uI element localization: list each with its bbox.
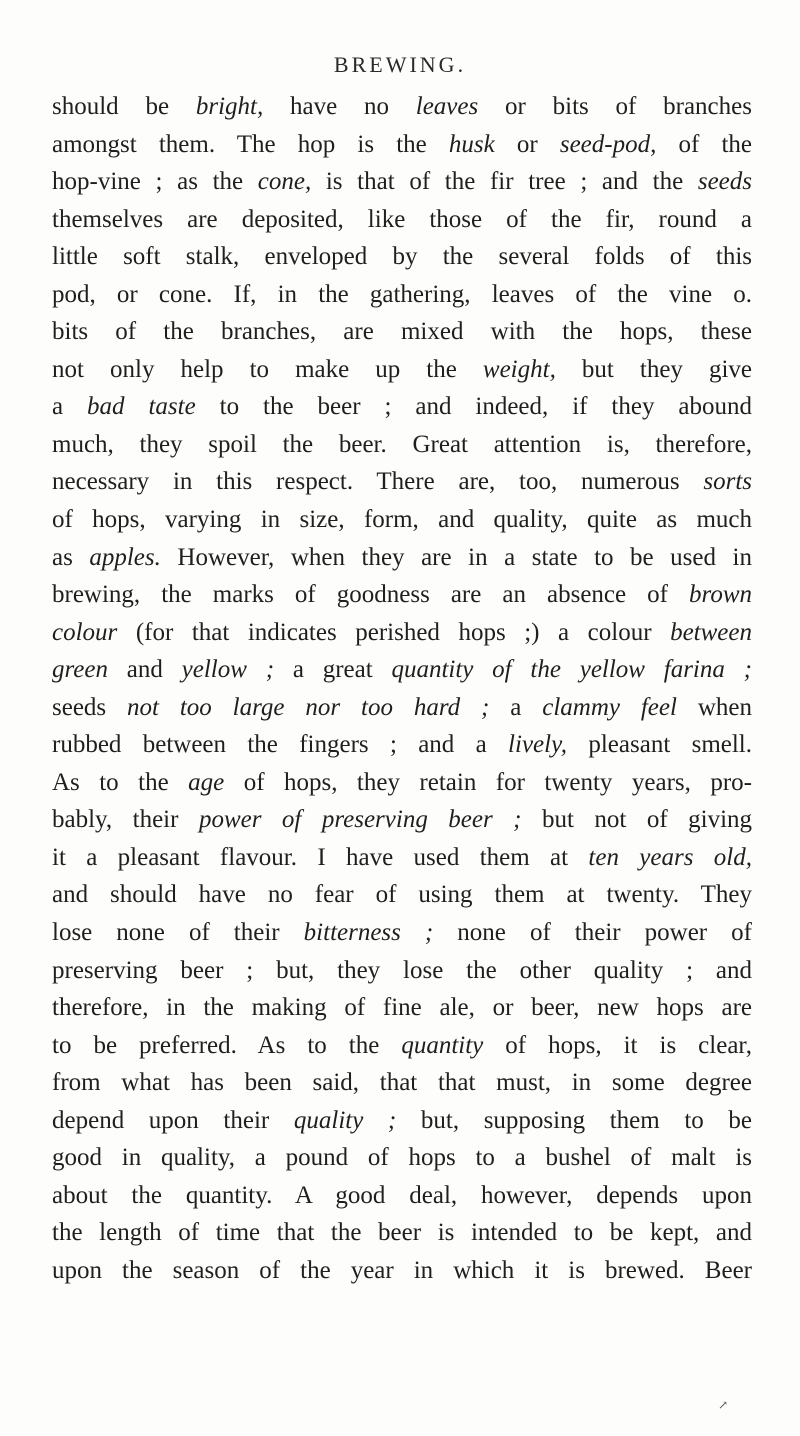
text-run: of hops, varying in size, form, and quality, quite as much [52, 506, 752, 534]
text-run: of hops, they retain for twenty years, pro- [224, 768, 752, 796]
italic-phrase: green [52, 656, 108, 684]
text-run: (for that indicates perished hops ;) a colour [117, 618, 671, 646]
text-run: as [52, 543, 90, 571]
text-line [52, 1252, 752, 1290]
text-line [52, 614, 752, 652]
italic-phrase: clammy feel [542, 693, 677, 721]
text-line [52, 651, 752, 689]
italic-phrase: cone, [257, 168, 312, 196]
text-run: but they give [555, 355, 753, 383]
text-line [52, 1139, 752, 1177]
italic-phrase: quality ; [293, 1106, 397, 1134]
text-line [52, 1027, 752, 1065]
italic-phrase: not too large nor too hard ; [127, 693, 490, 721]
body-text [52, 88, 752, 1290]
text-line [52, 914, 752, 952]
text-run: or bits of branches [478, 93, 752, 120]
text-run: bably, their [52, 806, 199, 834]
running-head: BREWING. [333, 52, 467, 77]
italic-phrase: lively, [508, 731, 568, 759]
text-run: but not of giving [521, 806, 753, 834]
text-run: As to the [52, 768, 189, 796]
text-run: bits of the branches, are mixed with the hops, these [52, 318, 752, 346]
text-line [52, 463, 752, 501]
italic-phrase: weight, [482, 355, 556, 383]
text-run: therefore, in the making of fine ale, or beer, new hops are [52, 994, 752, 1022]
text-line [52, 126, 752, 164]
italic-phrase: quantity [401, 1031, 484, 1059]
text-run: However, when they are in a state to be used in [160, 543, 752, 571]
text-line [52, 576, 752, 614]
text-run: it a pleasant flavour. I have used them at [52, 843, 589, 871]
italic-phrase: bright, [195, 93, 264, 120]
text-run: much, they spoil the beer. Great attention is, therefore, [52, 430, 752, 458]
text-run: pleasant smell. [567, 731, 753, 759]
text-run: a [52, 393, 88, 421]
text-run: necessary in this respect. There are, too, numerous [52, 468, 704, 496]
text-line [52, 876, 752, 914]
text-line [52, 88, 752, 126]
text-run: or [494, 130, 560, 158]
italic-phrase: leaves [415, 93, 479, 120]
text-run: a great [274, 656, 392, 684]
text-run: about the quantity. A good deal, however, depends upon [52, 1181, 752, 1209]
text-run: have no [263, 93, 416, 120]
italic-phrase: quantity of the yellow farina ; [391, 656, 752, 684]
text-run: depend upon their [52, 1106, 294, 1134]
text-run: amongst them. The hop is the [52, 130, 449, 158]
text-line [52, 1177, 752, 1215]
italic-phrase: yellow ; [181, 656, 275, 684]
text-run: to the beer ; and indeed, if they abound [195, 393, 752, 421]
text-run: the length of time that the beer is intended to be kept, and [52, 1219, 752, 1247]
text-line [52, 1102, 752, 1140]
italic-phrase: power of preserving beer ; [198, 806, 522, 834]
text-line [52, 163, 752, 201]
italic-phrase: colour [52, 618, 118, 646]
text-line [52, 351, 752, 389]
text-run: should be [52, 93, 196, 120]
text-line [52, 426, 752, 464]
text-line [52, 726, 752, 764]
italic-phrase: bad taste [87, 393, 196, 421]
text-line [52, 388, 752, 426]
text-run: from what has been said, that that must, in some degree [52, 1069, 752, 1097]
ink-speck: ↗ [718, 1398, 729, 1412]
text-run: preserving beer ; but, they lose the other quality ; and [52, 956, 752, 984]
text-line [52, 201, 752, 239]
text-run: but, supposing them to be [396, 1106, 752, 1134]
text-line [52, 952, 752, 990]
italic-phrase: seeds [697, 168, 752, 196]
text-run: of the [656, 130, 753, 158]
text-run: hop-vine ; as the [52, 168, 258, 196]
text-line [52, 313, 752, 351]
italic-phrase: ten years old, [588, 843, 752, 871]
text-run: pod, or cone. If, in the gathering, leaves of the vine o. [52, 280, 752, 308]
text-run: not only help to make up the [52, 355, 483, 383]
italic-phrase: bitterness ; [303, 919, 434, 947]
text-run: themselves are deposited, like those of the fir, round a [52, 205, 752, 233]
text-line [52, 1064, 752, 1102]
text-line [52, 989, 752, 1027]
text-run: when [676, 693, 752, 721]
text-run: upon the season of the year in which it is brewed. Beer [52, 1256, 752, 1284]
text-run: good in quality, a pound of hops to a bushel of malt is [52, 1144, 752, 1172]
text-line [52, 689, 752, 727]
text-run: of hops, it is clear, [483, 1031, 752, 1059]
text-run: a [489, 693, 543, 721]
italic-phrase: seed-pod, [559, 130, 657, 158]
text-run: seeds [52, 693, 128, 721]
text-line [52, 764, 752, 802]
italic-phrase: brown [689, 581, 752, 609]
text-run: to be preferred. As to the [52, 1031, 402, 1059]
text-line [52, 238, 752, 276]
italic-phrase: apples. [89, 543, 161, 571]
text-line [52, 501, 752, 539]
italic-phrase: between [670, 618, 752, 646]
italic-phrase: age [188, 768, 225, 796]
text-run: and should have no fear of using them at twenty. They [52, 881, 752, 909]
text-line [52, 276, 752, 314]
italic-phrase: husk [448, 130, 495, 158]
text-run: and [108, 656, 182, 684]
text-run: rubbed between the fingers ; and a [52, 731, 509, 759]
text-run: brewing, the marks of goodness are an absence of [52, 581, 690, 609]
text-run: lose none of their [52, 919, 304, 947]
italic-phrase: sorts [703, 468, 752, 496]
text-line [52, 539, 752, 577]
text-line [52, 839, 752, 877]
text-run: none of their power of [433, 919, 752, 947]
text-line [52, 1214, 752, 1252]
text-line [52, 801, 752, 839]
text-run: little soft stalk, enveloped by the several folds of this [52, 243, 752, 271]
text-run: is that of the fir tree ; and the [311, 168, 698, 196]
